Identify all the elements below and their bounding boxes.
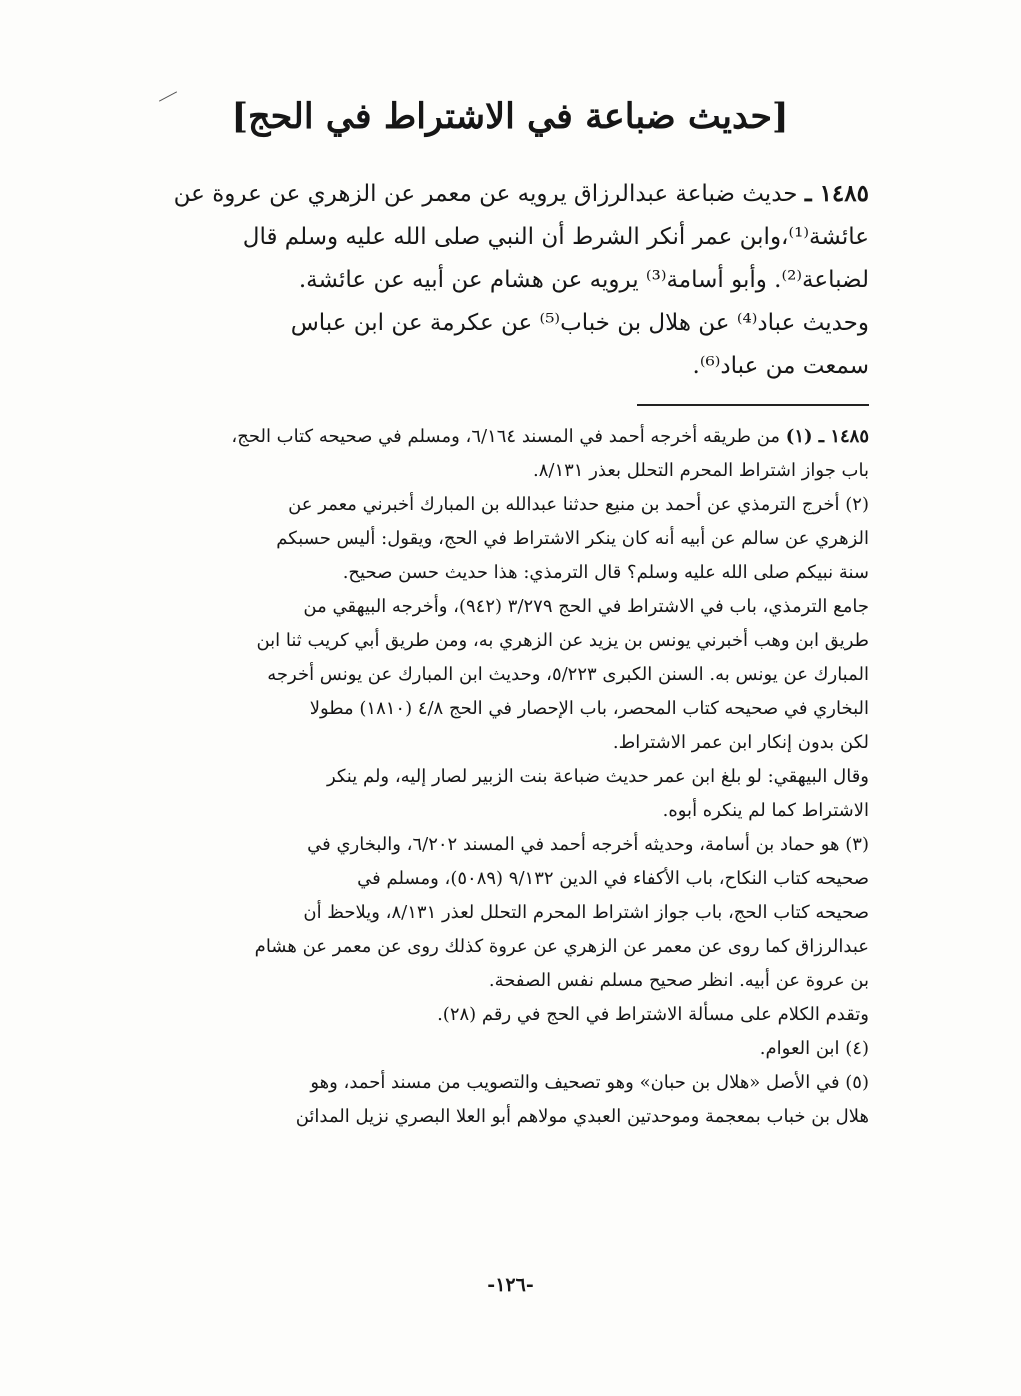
main-line: عائشة⁽¹⁾،وابن عمر أنكر الشرط أن النبي صلى الله عليه وسلم قال	[242, 224, 869, 250]
footnote-line: (٥) في الأصل «هلال بن حبان» وهو تصحيف والتصويب من مسند أحمد، وهو	[310, 1072, 869, 1093]
footnote-line: باب جواز اشتراط المحرم التحلل بعذر ٨/١٣١.	[532, 460, 869, 481]
footnote-line: الزهري عن سالم عن أبيه أنه كان ينكر الاشتراط في الحج، ويقول: أليس حسبكم	[276, 528, 869, 549]
footnote-line: هلال بن خباب بمعجمة وموحدتين العبدي مولاهم أبو العلا البصري نزيل المدائن	[295, 1106, 869, 1127]
main-hadith-text	[158, 172, 869, 388]
footnote-number: ١٤٨٥ ـ (١)	[785, 426, 869, 447]
footnote-line: (٣) هو حماد بن أسامة، وحديثه أخرجه أحمد في المسند ٦/٢٠٢، والبخاري في	[307, 834, 869, 855]
footnote-line: طريق ابن وهب أخبرني يونس بن يزيد عن الزهري به، ومن طريق أبي كريب ثنا ابن	[256, 630, 869, 651]
main-line: سمعت من عباد⁽⁶⁾.	[692, 353, 869, 379]
footnote-line: سنة نبيكم صلى الله عليه وسلم؟ قال الترمذي: هذا حديث حسن صحيح.	[342, 562, 869, 583]
page-number: -١٢٦-	[487, 1274, 534, 1296]
footnote-line: لكن بدون إنكار ابن عمر الاشتراط.	[612, 732, 869, 753]
footnote-line: (٤) ابن العوام.	[759, 1038, 869, 1059]
footnote-line: المبارك عن يونس به. السنن الكبرى ٥/٢٢٣، وحديث ابن المبارك عن يونس أخرجه	[267, 664, 869, 685]
section-title: [حديث ضباعة في الاشتراط في الحج]	[231, 96, 789, 137]
main-line	[158, 172, 869, 216]
footnote-line: بن عروة عن أبيه. انظر صحيح مسلم نفس الصفحة.	[488, 970, 869, 991]
main-line-text: حديث ضباعة عبدالرزاق يرويه عن معمر عن الزهري عن عروة عن	[173, 181, 798, 207]
footnote-line: صحيحه كتاب النكاح، باب الأكفاء في الدين ٩/١٣٢ (٥٠٨٩)، ومسلم في	[357, 868, 869, 889]
footnotes-block	[158, 420, 869, 1134]
footnote-line: عبدالرزاق كما روى عن معمر عن الزهري عن عروة كذلك روى عن معمر عن هشام	[254, 936, 869, 957]
footnote-line: الاشتراط كما لم ينكره أبوه.	[662, 800, 869, 821]
footnote-line: صحيحه كتاب الحج، باب جواز اشتراط المحرم التحلل لعذر ٨/١٣١، ويلاحظ أن	[303, 902, 869, 923]
footnote-line	[158, 420, 869, 454]
footnote-line: (٢) أخرج الترمذي عن أحمد بن منيع حدثنا عبدالله بن المبارك أخبرني معمر عن	[288, 494, 869, 515]
footnote-line: البخاري في صحيحه كتاب المحصر، باب الإحصار في الحج ٤/٨ (١٨١٠) مطولا	[309, 698, 869, 719]
main-line: لضباعة⁽²⁾. وأبو أسامة⁽³⁾ يرويه عن هشام عن أبيه عن عائشة.	[298, 267, 869, 293]
footnote-divider	[637, 404, 869, 406]
footnote-line: جامع الترمذي، باب في الاشتراط في الحج ٣/٢٧٩ (٩٤٢)، وأخرجه البيهقي من	[303, 596, 869, 617]
footnote-text: من طريقه أخرجه أحمد في المسند ٦/١٦٤، ومسلم في صحيحه كتاب الحج،	[231, 426, 781, 447]
main-line: وحديث عباد⁽⁴⁾ عن هلال بن خباب⁽⁵⁾ عن عكرمة عن ابن عباس	[290, 310, 869, 336]
entry-number: ١٤٨٥ ـ	[804, 180, 869, 207]
footnote-line: وتقدم الكلام على مسألة الاشتراط في الحج في رقم (٢٨).	[437, 1004, 869, 1025]
footnote-line: وقال البيهقي: لو بلغ ابن عمر حديث ضباعة بنت الزبير لصار إليه، ولم ينكر	[326, 766, 869, 787]
